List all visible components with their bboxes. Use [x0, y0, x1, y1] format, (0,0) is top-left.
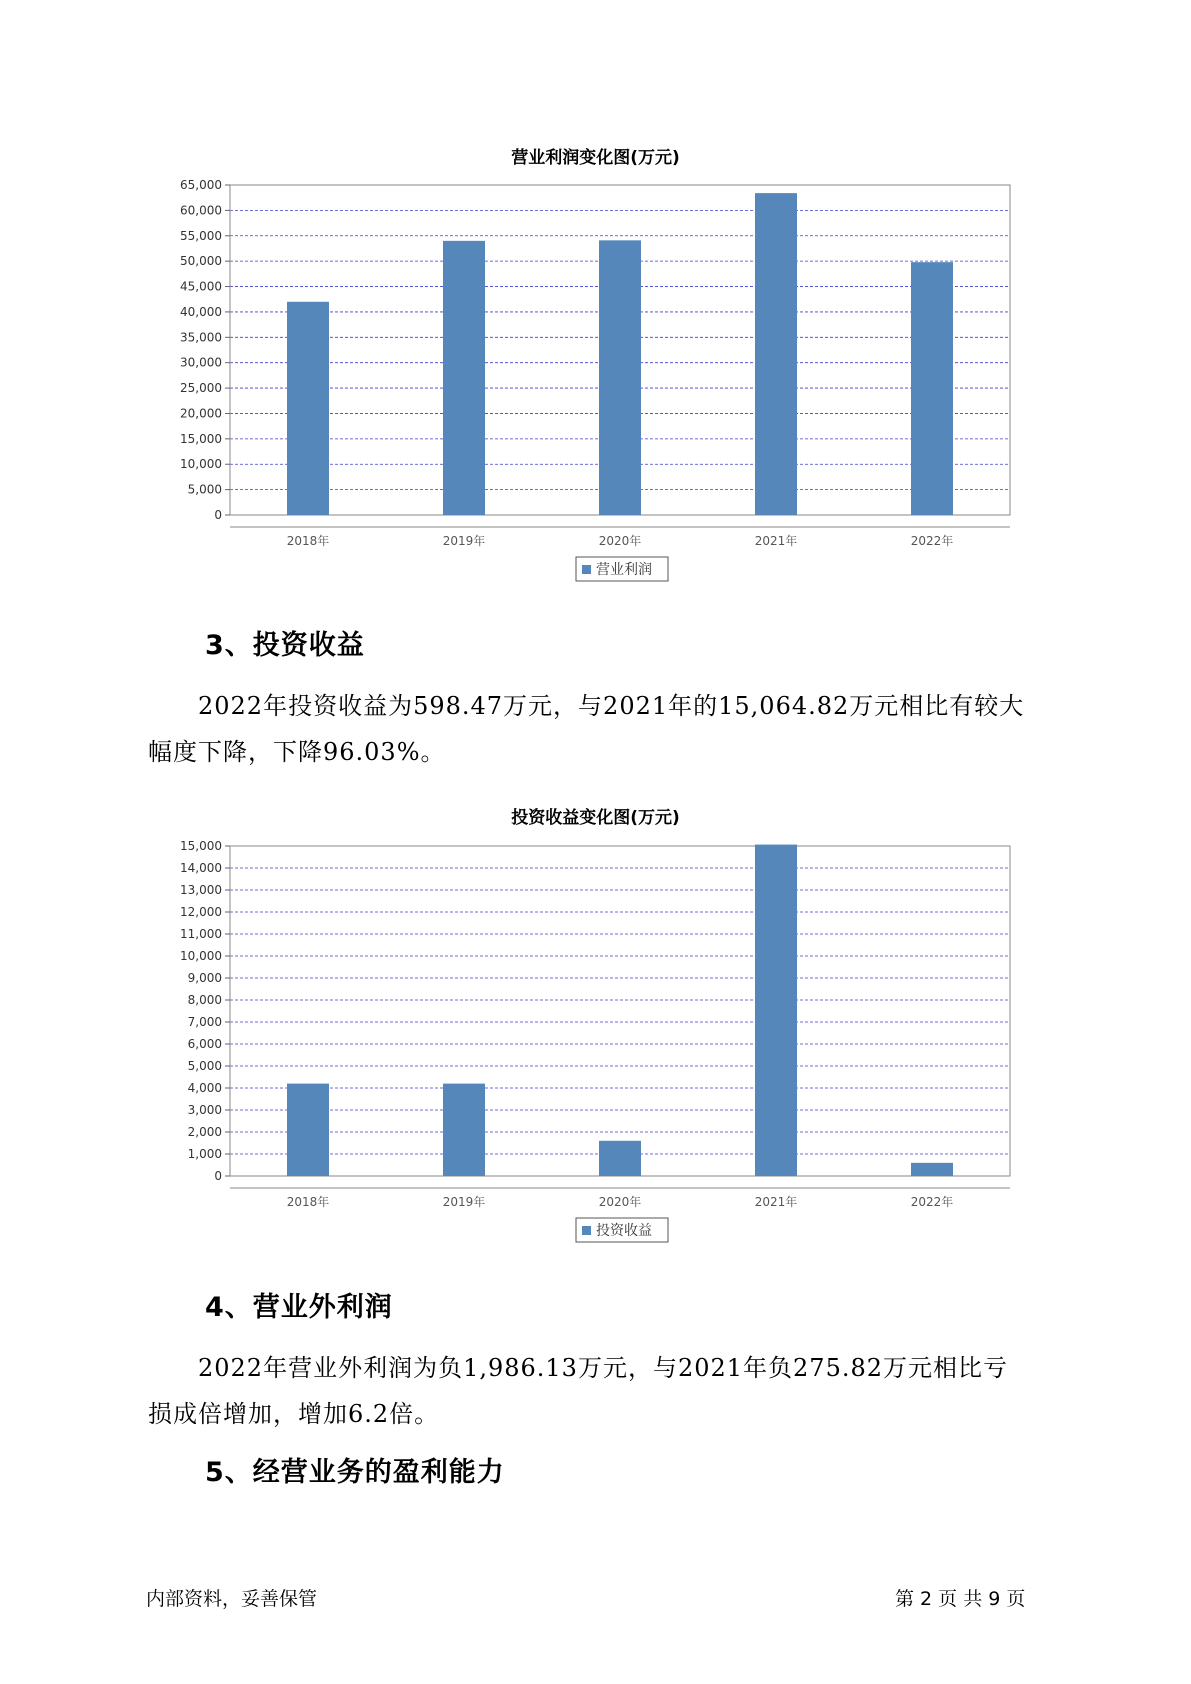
section-5-heading: 5、经营业务的盈利能力	[205, 1457, 505, 1488]
section-4-line-1: 2022年营业外利润为负1,986.13万元，与2021年负275.82万元相比亏	[198, 1354, 1009, 1382]
y-tick-label: 2,000	[187, 1125, 222, 1139]
x-tick-label: 2019年	[442, 534, 486, 548]
y-tick-label: 15,000	[180, 431, 222, 446]
bar	[755, 193, 797, 515]
y-tick-label: 4,000	[187, 1081, 222, 1095]
y-tick-label: 65,000	[180, 178, 222, 192]
x-tick-label: 2022年	[910, 534, 954, 548]
y-tick-label: 20,000	[180, 406, 222, 421]
section-4-heading: 4、营业外利润	[205, 1292, 393, 1323]
bar	[287, 302, 329, 515]
x-tick-label: 2021年	[754, 534, 798, 548]
x-tick-label: 2022年	[910, 1195, 954, 1209]
y-tick-label: 10,000	[180, 949, 222, 963]
y-tick-label: 35,000	[180, 330, 222, 345]
y-tick-label: 55,000	[180, 228, 222, 243]
y-tick-label: 6,000	[187, 1037, 222, 1051]
section-3-line-2: 幅度下降，下降96.03%。	[148, 738, 446, 766]
y-tick-label: 9,000	[187, 971, 222, 985]
bar	[599, 1141, 641, 1176]
x-tick-label: 2020年	[598, 534, 642, 548]
operating-profit-chart	[150, 175, 1020, 595]
y-tick-label: 5,000	[187, 1059, 222, 1073]
plot-frame	[230, 846, 1010, 1176]
y-tick-label: 45,000	[180, 279, 222, 294]
x-tick-label: 2020年	[598, 1195, 642, 1209]
bar	[911, 262, 953, 515]
legend-swatch	[582, 1226, 591, 1235]
section-4-paragraph	[148, 1345, 1068, 1437]
gridlines	[230, 846, 1010, 1154]
section-3-heading: 3、投资收益	[205, 630, 365, 661]
y-tick-label: 3,000	[187, 1103, 222, 1117]
y-tick-label: 25,000	[180, 381, 222, 396]
footer-page-number: 第 2 页 共 9 页	[895, 1588, 1026, 1610]
y-tick-label: 40,000	[180, 304, 222, 319]
section-4-line-2: 损成倍增加，增加6.2倍。	[148, 1400, 440, 1428]
chart-2-title: 投资收益变化图(万元)	[511, 808, 680, 828]
bar	[911, 1163, 953, 1176]
y-tick-label: 60,000	[180, 203, 222, 218]
bar	[287, 1084, 329, 1176]
section-3-paragraph	[148, 683, 1068, 775]
y-tick-label: 11,000	[180, 927, 222, 941]
y-tick-label: 5,000	[187, 482, 222, 497]
y-tick-label: 50,000	[180, 254, 222, 269]
y-tick-label: 30,000	[180, 355, 222, 370]
x-tick-label: 2018年	[286, 1195, 330, 1209]
bar	[599, 240, 641, 515]
legend-label: 营业利润	[596, 562, 652, 578]
y-tick-label: 8,000	[187, 993, 222, 1007]
y-tick-label: 13,000	[180, 883, 222, 897]
legend	[576, 557, 668, 581]
y-tick-label: 10,000	[180, 457, 222, 472]
y-tick-label: 0	[214, 508, 222, 522]
y-tick-label: 14,000	[180, 861, 222, 875]
bar	[443, 241, 485, 515]
bar	[755, 845, 797, 1176]
x-tick-label: 2018年	[286, 534, 330, 548]
y-tick-label: 12,000	[180, 905, 222, 919]
y-tick-label: 1,000	[187, 1147, 222, 1161]
section-3-line-1: 2022年投资收益为598.47万元，与2021年的15,064.82万元相比有较大	[198, 692, 1025, 720]
bar	[443, 1084, 485, 1176]
y-tick-label: 15,000	[180, 839, 222, 853]
investment-income-chart	[150, 836, 1020, 1256]
x-tick-label: 2019年	[442, 1195, 486, 1209]
chart-1-title: 营业利润变化图(万元)	[511, 148, 680, 168]
x-tick-label: 2021年	[754, 1195, 798, 1209]
legend-swatch	[582, 565, 591, 574]
y-tick-label: 7,000	[187, 1015, 222, 1029]
legend	[576, 1218, 668, 1242]
y-tick-label: 0	[214, 1169, 222, 1183]
legend-label: 投资收益	[596, 1223, 652, 1239]
footer-confidential: 内部资料，妥善保管	[146, 1588, 318, 1610]
